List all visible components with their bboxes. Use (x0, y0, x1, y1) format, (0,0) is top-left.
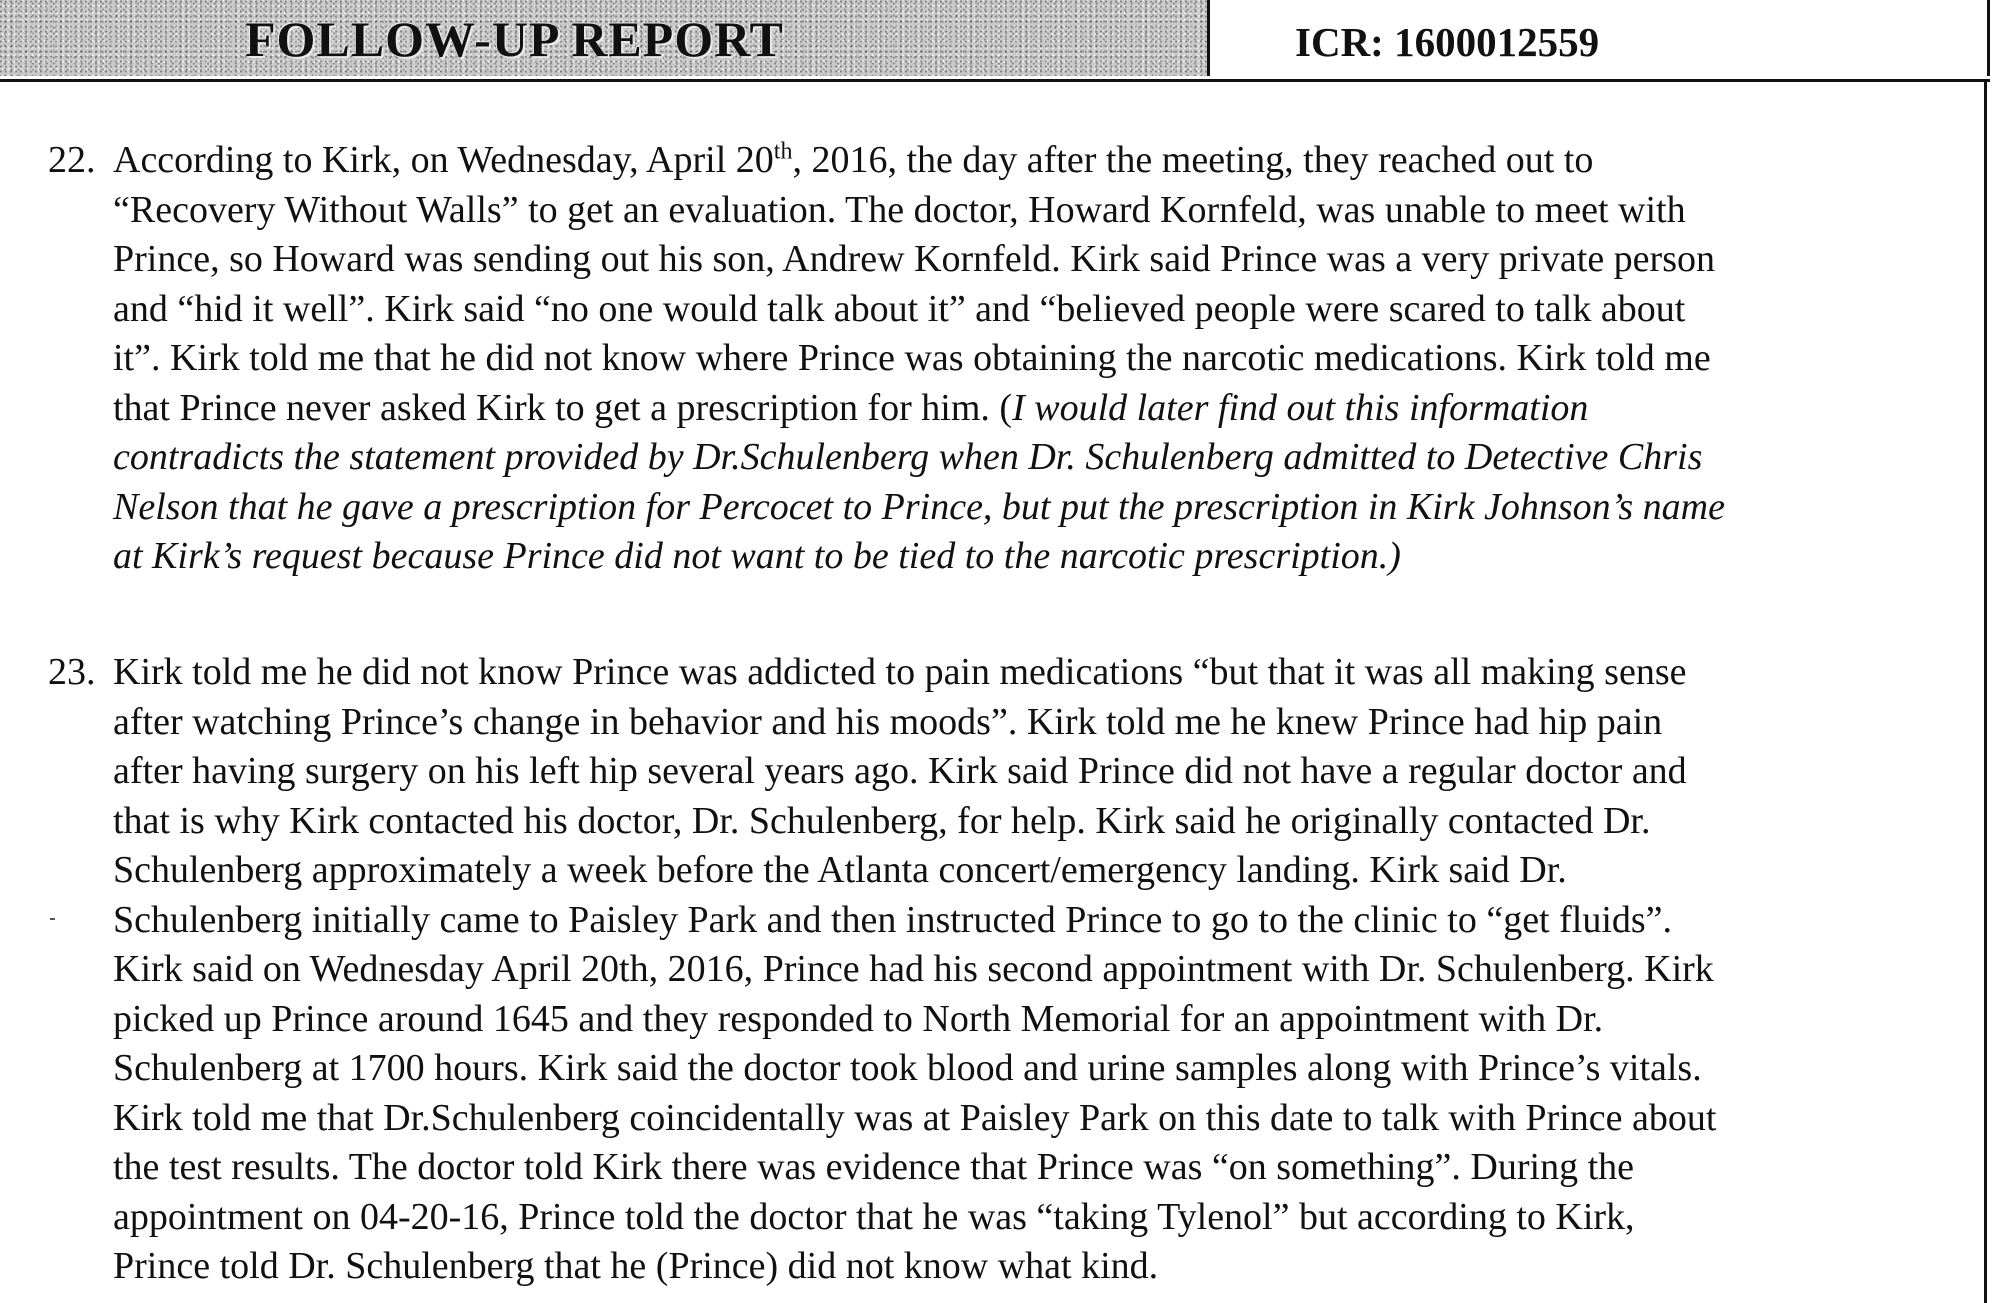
paragraph-number: 22. (48, 139, 96, 181)
icr-value: 1600012559 (1394, 19, 1600, 65)
text-run: Prince, so Howard was sending out his son, Andrew Kornfeld. Kirk said Prince was a very private person (113, 238, 1715, 280)
report-title: FOLLOW-UP REPORT (245, 11, 784, 67)
text-line (113, 698, 2000, 748)
italic-text: I would later find out this information (1012, 386, 1589, 429)
text-line (113, 1193, 2000, 1243)
report-header (0, 0, 1990, 82)
text-run: Kirk said on Wednesday April 20th, 2016, Prince had his second appointment with Dr. Schulenberg. Kirk (113, 948, 1714, 990)
text-line (113, 1044, 2000, 1094)
text-line (113, 186, 2000, 236)
text-run: after having surgery on his left hip several years ago. Kirk said Prince did not have a regular doctor and (113, 750, 1687, 792)
text-line (113, 483, 2000, 533)
text-line (113, 433, 2000, 483)
text-run: Schulenberg approximately a week before the Atlanta concert/emergency landing. Kirk said Dr. (113, 849, 1567, 891)
icr-number (1295, 18, 1599, 66)
text-line (113, 1143, 2000, 1193)
text-run: Schulenberg initially came to Paisley Park and then instructed Prince to go to the clinic to “get fluids”. (113, 898, 1673, 941)
header-title-cell (0, 0, 1210, 76)
text-line (113, 532, 2000, 582)
text-line (113, 1242, 2000, 1292)
text-line (113, 334, 2000, 384)
text-run: that is why Kirk contacted his doctor, Dr. Schulenberg, for help. Kirk said he originally contacted Dr. (113, 799, 1651, 842)
text-run: Kirk told me he did not know Prince was addicted to pain medications “but that it was all making sense (113, 651, 1687, 693)
text-run: “Recovery Without Walls” to get an evaluation. The doctor, Howard Kornfeld, was unable to meet with (113, 188, 1686, 231)
icr-label: ICR: (1295, 19, 1384, 65)
text-line (113, 896, 2000, 946)
text-run: after watching Prince’s change in behavior and his moods”. Kirk told me he knew Prince had hip pain (113, 700, 1663, 743)
paragraph-text (113, 136, 2000, 582)
text-run: picked up Prince around 1645 and they responded to North Memorial for an appointment with Dr. (113, 997, 1604, 1040)
text-line (113, 846, 2000, 896)
text-line (113, 136, 2000, 186)
text-run: According to Kirk, on Wednesday, April 20 (113, 139, 774, 181)
text-line (113, 945, 2000, 995)
scan-mark (50, 918, 55, 920)
header-icr-cell (1210, 0, 1990, 76)
text-run: and “hid it well”. Kirk said “no one would talk about it” and “believed people were scared to talk about (113, 287, 1686, 330)
italic-text: contradicts the statement provided by Dr.Schulenberg when Dr. Schulenberg admitted to Detective Chris (113, 436, 1703, 478)
text-run: appointment on 04-20-16, Prince told the doctor that he was “taking Tylenol” but according to Kirk, (113, 1195, 1635, 1238)
text-run: the test results. The doctor told Kirk there was evidence that Prince was “on something”. During the (113, 1146, 1635, 1188)
paragraph-text (113, 648, 2000, 1292)
text-line (113, 1094, 2000, 1144)
text-line (113, 797, 2000, 847)
text-line (113, 747, 2000, 797)
italic-text: Nelson that he gave a prescription for Percocet to Prince, but put the prescription in Kirk Johnson’s name (113, 485, 1725, 528)
text-run: Prince told Dr. Schulenberg that he (Prince) did not know what kind. (113, 1245, 1159, 1287)
text-run: Kirk told me that Dr.Schulenberg coincidentally was at Paisley Park on this date to talk with Prince about (113, 1096, 1717, 1139)
text-line (113, 285, 2000, 335)
text-run: it”. Kirk told me that he did not know where Prince was obtaining the narcotic medications. Kirk told me (113, 337, 1711, 379)
text-run: Schulenberg at 1700 hours. Kirk said the doctor took blood and urine samples along with Prince’s vitals. (113, 1047, 1702, 1089)
text-line (113, 995, 2000, 1045)
superscript: th (773, 138, 793, 165)
text-line (113, 235, 2000, 285)
text-line (113, 384, 2000, 434)
italic-text: at Kirk’s request because Prince did not want to be tied to the narcotic prescription.) (113, 535, 1401, 577)
paragraph-number: 23. (48, 651, 96, 693)
text-line (113, 648, 2000, 698)
text-run: , 2016, the day after the meeting, they reached out to (792, 139, 1594, 181)
text-run: that Prince never asked Kirk to get a prescription for him. ( (113, 386, 1013, 429)
